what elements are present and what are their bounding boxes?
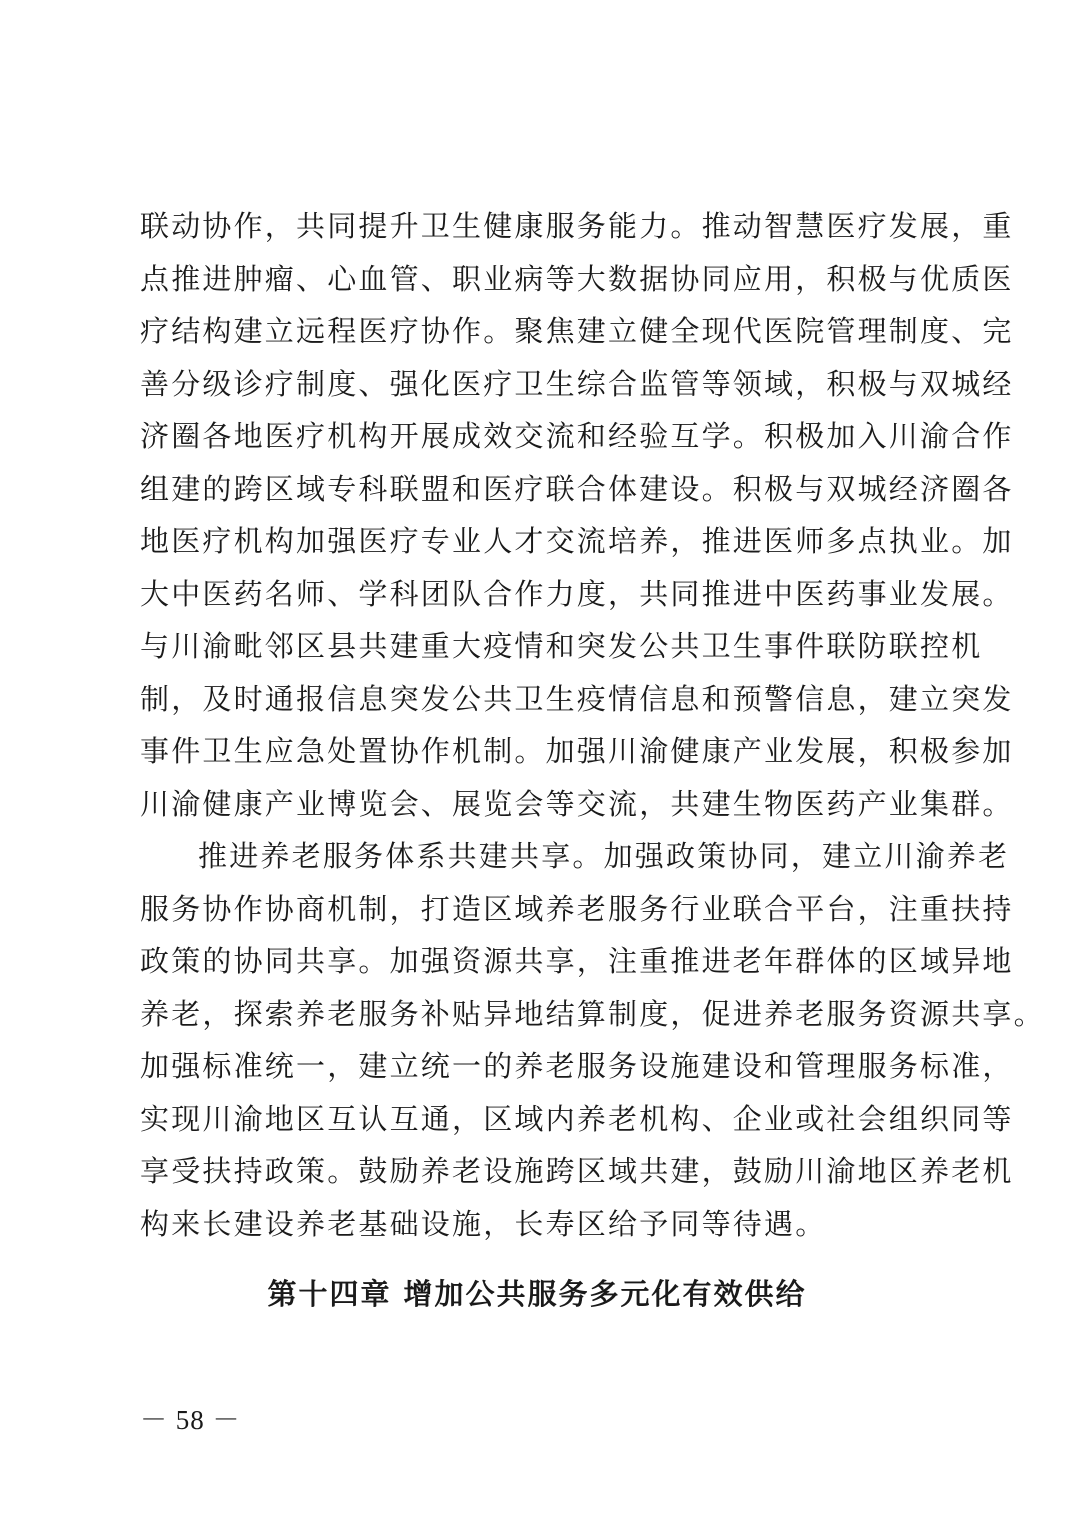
chapter-heading: 第十四章 增加公共服务多元化有效供给 [267,1277,807,1311]
paragraph-1-line-1: 联动协作，共同提升卫生健康服务能力。推动智慧医疗发展，重 [140,209,1014,243]
paragraph-2-line-2: 服务协作协商机制，打造区域养老服务行业联合平台，注重扶持 [140,891,1014,926]
body-text [140,200,1045,1250]
paragraph-2-line-8: 构来长建设养老基础设施，长寿区给予同等待遇。 [140,1206,827,1241]
paragraph-1-line-5: 济圈各地医疗机构开展成效交流和经验互学。积极加入川渝合作 [140,419,1014,453]
paragraph-1-line-9: 与川渝毗邻区县共建重大疫情和突发公共卫生事件联防联控机 [140,629,983,663]
paragraph-1-line-12: 川渝健康产业博览会、展览会等交流，共建生物医药产业集群。 [140,786,1014,821]
paragraph-1-line-4: 善分级诊疗制度、强化医疗卫生综合监管等领域，积极与双城经 [140,366,1014,401]
paragraph-1-line-7: 地医疗机构加强医疗专业人才交流培养，推进医师多点执业。加 [140,524,1014,558]
paragraph-1-line-2: 点推进肿瘤、心血管、职业病等大数据协同应用，积极与优质医 [140,261,1014,296]
paragraph-2-line-3: 政策的协同共享。加强资源共享，注重推进老年群体的区域异地 [140,944,1014,978]
paragraph-1-line-6: 组建的跨区域专科联盟和医疗联合体建设。积极与双城经济圈各 [140,471,1014,506]
paragraph-1-line-8: 大中医药名师、学科团队合作力度，共同推进中医药事业发展。 [140,576,1014,611]
paragraph-2-line-6: 实现川渝地区互认互通，区域内养老机构、企业或社会组织同等 [140,1101,1014,1136]
paragraph-1-line-3: 疗结构建立远程医疗协作。聚焦建立健全现代医院管理制度、完 [140,314,1014,348]
paragraph-2-line-7: 享受扶持政策。鼓励养老设施跨区域共建，鼓励川渝地区养老机 [140,1154,1014,1188]
paragraph-2-line-1: 推进养老服务体系共建共享。加强政策协同，建立川渝养老 [198,839,1010,873]
paragraph-1-line-11: 事件卫生应急处置协作机制。加强川渝健康产业发展，积极参加 [140,734,1014,768]
page-number: － 58 － [140,1405,241,1435]
paragraph-2-line-4: 养老，探索养老服务补贴异地结算制度，促进养老服务资源共享。 [140,996,1045,1031]
paragraph-2-line-5: 加强标准统一，建立统一的养老服务设施建设和管理服务标准， [140,1049,1014,1083]
paragraph-1-line-10: 制，及时通报信息突发公共卫生疫情信息和预警信息，建立突发 [140,681,1014,716]
